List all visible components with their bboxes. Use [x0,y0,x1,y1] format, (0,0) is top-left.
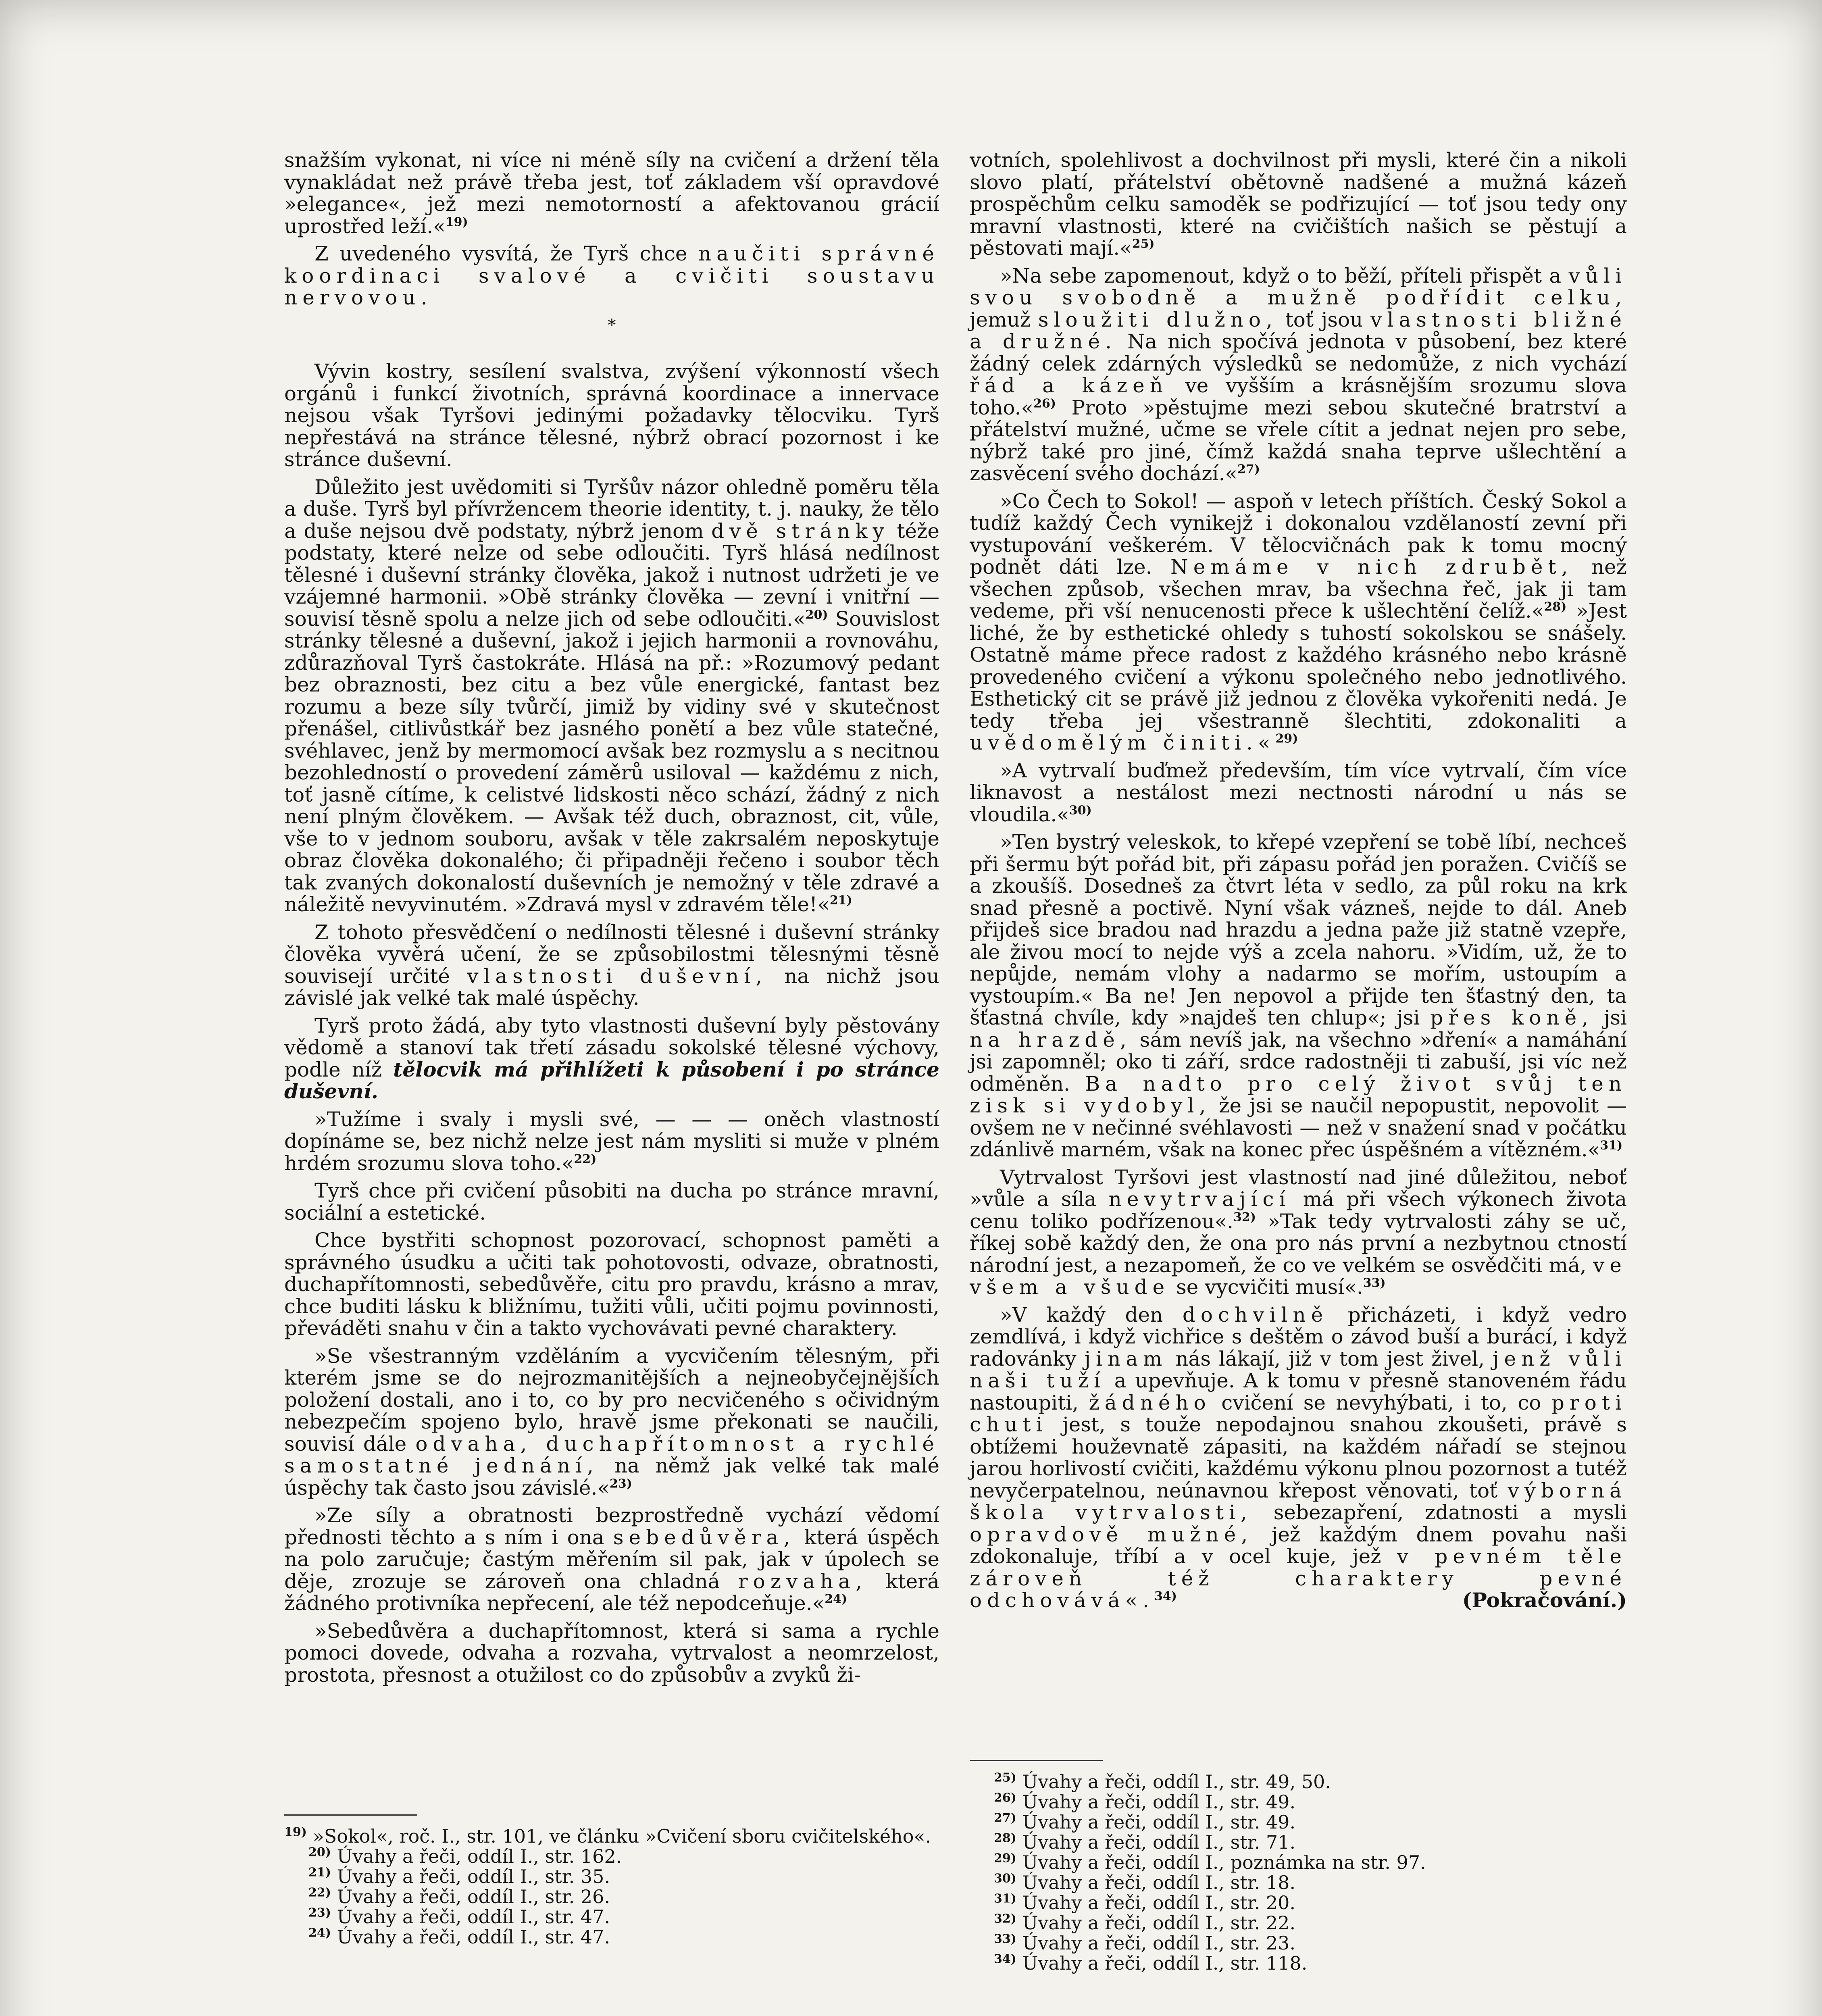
footnote-text: Úvahy a řeči, oddíl I., str. 118. [1022,1952,1308,1974]
section-divider-star: * [608,316,616,335]
paragraph [284,1229,939,1339]
text: která žádného protivníka nepřecení, ale též nepodceňuje.« [284,1569,939,1615]
footnote-number: 27) [994,1811,1016,1825]
footnote-number: 32) [994,1912,1016,1926]
footnote-ref[interactable]: 31) [1600,1138,1623,1153]
paragraph [284,921,939,1009]
footnotes-left [284,1814,939,1947]
text: na nichž jsou závislé jak velké tak malé úspěchy. [284,964,939,1010]
spaced-text: na hrazdě, [970,1028,1132,1052]
paragraph [970,490,1627,754]
footnote-ref[interactable]: 34) [1154,1589,1177,1604]
text: se vycvičiti musí«. [1176,1275,1363,1299]
footnote-ref[interactable]: 27) [1237,462,1260,477]
text: téže podstaty, které nelze od sebe odloučiti. Tyrš hlásá nedílnost tělesné i duševní stránky člověka, jakož i nutnost udržeti je ve vzájemné harmonii. »Obě stránky člověka — zevní i vnitřní — souvisí těsně spolu a nelze jich od sebe odloučiti.« [284,519,939,631]
footnote-ref[interactable]: 29) [1275,731,1298,746]
paragraph [970,1304,1627,1612]
footnote-text: Úvahy a řeči, oddíl I., str. 22. [1022,1912,1296,1934]
text: než všechen způsob, všechen mrav, ba všechna řeč, jak ji tam vedeme, při vší nenucenosti přece k ušlechtění čelíž.« [970,555,1627,623]
text: »Sebedůvěra a duchapřítomnost, která si sama a rychle pomoci dovede, odvaha a rozvaha, vytrvalost a neomrzelost, prostota, přesnost a otužilost co do způsobův a zvyků ži- [284,1619,939,1687]
text: přicházeti, i když vedro zemdlívá, i když vichřice s deštěm o závod buší a burácí, i když radovánky [970,1303,1627,1370]
spaced-text: jinam [1084,1347,1168,1370]
footnote-text: Úvahy a řeči, oddíl I., str. 49. [1022,1811,1296,1833]
footnote-number: 29) [994,1851,1016,1866]
paragraph [284,476,939,916]
text: jemuž [970,308,1031,331]
footnote-ref[interactable]: 24) [825,1592,847,1606]
spaced-text: Nemáme v nich zdrubět, [1170,555,1573,579]
footnote [970,1792,1627,1812]
text: Souvislost stránky tělesné a duševní, jakož i jejich harmonii a rovnováhu, zdůrazňoval Tyrš častokráte. Hlásá na př.: »Rozumový pedant bez obraznosti, bez citu a bez vůle energické, fantast bez rozumu a beze síly tvůrčí, jimiž by vidiny své v skutečnost přenášel, citlivůstkář bez jasného ponětí a bez vůle statečné, svéhlavec, jenž by mermomocí avšak bez rozmyslu a s necitnou bezohledností o provedení záměrů usiloval — každému z nich, toť jasně cítíme, k celistvé lidskosti něco schází, žádný z nich není plným člověkem. — Avšak též duch, obraznost, cit, vůle, vše to v jednom souboru, avšak v těle zakrsalém neposkytuje obraz člověka dokonalého; či připadněji řečeno i soubor těch tak zvaných dokonalostí duševních je nemožný v těle zdravé a náležitě nevyvinutém. »Zdravá mysl v zdravém těle!« [284,607,939,916]
footnote-ref[interactable]: 20) [805,607,828,622]
text: Důležito jest uvědomiti si Tyršův názor ohledně poměru těla a duše. Tyrš byl přívržencem theorie identity, t. j. nauky, že tělo a duše nejsou dvě podstaty, nýbrž jenom [284,475,939,543]
footnote-number: 24) [308,1926,331,1940]
paragraph [284,360,939,471]
footnote [970,1953,1627,1973]
spaced-text: výborná škola vytrvalosti, [970,1479,1627,1524]
footnote-text: Úvahy a řeči, oddíl I., str. 49, 50. [1022,1771,1331,1793]
paragraph [970,1166,1627,1298]
text: »Se všestranným vzděláním a vycvičením tělesným, při kterém jsme se do nejrozmanitějších a nejneobyčejnějších položení dostali, ano i to, co by pro necvičeného s očividným nebezpečím spojeno bylo, hravě jsme překonati se naučili, souvisí dále [284,1344,939,1456]
footnote-text: Úvahy a řeči, oddíl I., str. 162. [337,1845,622,1867]
footnote [970,1772,1627,1792]
paragraph [970,265,1627,485]
text: Proto »pěstujme mezi sebou skutečné bratrství a přátelství mužné, učme se vřele cítit a jednat nejen pro sebe, nýbrž také pro jiné, čímž každá snaha teprve ušlechtění a zasvěcení svého dochází.« [970,396,1627,485]
spaced-text: přes koně, [1430,1006,1594,1029]
footnote-number: 21) [308,1865,331,1880]
footnote-number: 34) [994,1952,1016,1966]
spaced-text: jenž vůli naši tuží [970,1347,1627,1392]
spaced-text: řád a kázeň [970,374,1168,397]
footnote-text: Úvahy a řeči, oddíl I., str. 26. [337,1886,610,1908]
spaced-text: žádného [1089,1391,1211,1414]
footnote-number: 20) [308,1845,331,1860]
text: »Tužíme i svaly i mysli své, — — — oněch vlastností dopínáme se, bez nichž nelze jest nám mysliti si muže v plném hrdém srozumu slova toho.« [284,1107,939,1175]
footnote-text: »Sokol«, roč. I., str. 101, ve článku »Cvičení sboru cvičitelského«. [312,1825,931,1847]
text: Tyrš chce při cvičení působiti na ducha po stránce mravní, sociální a estetické. [284,1179,939,1225]
text: snažším vykonat, ni více ni méně síly na cvičení a držení těla vynakládat než právě třeba jest, toť základem vší opravdové »elegance«, jež mezi nemotorností a afektovanou grácií uprostřed leží.« [284,148,939,238]
text: ve vyšším a krásnějším srozumu slova toho.« [970,374,1627,419]
footnote-number: 33) [994,1932,1016,1946]
continuation-note: (Pokračování.) [1462,1588,1627,1612]
text: »Ze síly a obratnosti bezprostředně vychází vědomí přednosti těchto a s ním i ona [284,1504,939,1549]
footnote-text: Úvahy a řeči, oddíl I., str. 47. [337,1906,610,1928]
footnote [970,1913,1627,1933]
spaced-text: naučiti správné koordinaci svalové a cvičiti soustavu nervovou. [284,242,939,309]
footnote-text: Úvahy a řeči, oddíl I., poznámka na str. 97. [1022,1851,1426,1873]
spaced-text: opravdově mužné, [970,1522,1253,1546]
paragraph [970,760,1627,826]
spaced-text: sebedůvěra, [613,1525,795,1549]
text: Na nich spočívá jednota v působení, bez které žádný celek zdárných výsledků se nedomůže, z nich vychází [970,330,1627,375]
left-column [284,149,939,1691]
footnote-number: 28) [994,1831,1016,1845]
text: Z tohoto přesvědčení o nedílnosti tělesné i duševní stránky člověka vyvěrá učení, že se způsobilostmi tělesnými těsně souvisejí určité [284,920,939,988]
footnote-ref[interactable]: 21) [829,893,852,908]
text: Z uvedeného vysvítá, že Tyrš chce [314,242,687,265]
spaced-text: Ba nadto pro celý život svůj ten zisk si vydobyl, [970,1072,1627,1117]
footnote [970,1832,1627,1852]
spaced-text: sloužiti dlužno, [1038,308,1278,331]
text: »Tak tedy vytrvalosti záhy se uč, říkej sobě každý den, že ona pro nás první a nezbytnou ctností národní jest, a nezapomeň, že co ve velkém se osvědčiti má, [970,1209,1627,1277]
footnote-rule [284,1814,417,1816]
footnote-text: Úvahy a řeči, oddíl I., str. 20. [1022,1892,1296,1914]
footnote-number: 23) [308,1906,331,1920]
spaced-text: uvědomělým činiti.« [970,731,1276,754]
footnote-ref[interactable]: 19) [445,215,468,229]
text: má při všech výkonech života cenu toliko podřízenou«. [970,1187,1627,1233]
text: Tyrš proto žádá, aby tyto vlastnosti duševní byly pěstovány vědomě a stanoví tak třetí zásadu sokolské tělesné výchovy, podle níž [284,1014,939,1081]
text: a upevňuje. A k tomu v přesně stanoveném řádu nastoupiti, [970,1369,1627,1414]
paragraph [284,243,939,309]
spaced-text: nevytrvající [1108,1187,1291,1211]
footnote-text: Úvahy a řeči, oddíl I., str. 35. [337,1866,610,1887]
paragraph [970,149,1627,259]
footnote [284,1887,939,1907]
footnote [284,1846,939,1866]
text: sám nevíš jak, na všechno »dření« a namáhání jsi zapomněl; oko ti září, srdce radostněji ti zabuší, jsi víc než odměněn. [970,1028,1627,1095]
text: »Jest liché, že by esthetické ohledy s tuhostí sokolskou se snášely. Ostatně máme přece radost z každého krásného nebo krásně provedeného cvičení a výkonu společného nebo jednotlivého. Esthetický cit se právě již jednou z člověka vykořeniti nedá. Je tedy třeba jej všestranně šlechtiti, zdokonaliti a [970,599,1627,733]
spaced-text: ve všem a všude [970,1253,1627,1299]
spaced-text: odvaha, duchapřítomnost a rychlé samostatné jednání, [284,1432,939,1477]
text: nás lákají, již v tom jest živel, [1175,1347,1485,1370]
footnote-text: Úvahy a řeči, oddíl I., str. 47. [337,1926,610,1948]
footnote-text: Úvahy a řeči, oddíl I., str. 49. [1022,1791,1296,1813]
text: »Ten bystrý veleskok, to křepé vzepření se tobě líbí, nechceš při šermu být pořád bit, při zápasu pořád jen poražen. Cvičíš se a zkoušíš. Dosedneš za čtvrt léta v sedlo, za půl roku na krk snad přesně a poctivě. Nyní však vázneš, nejde to dál. Aneb přijdeš sice bradou nad hrazdu a jedna paže již statně vzepře, ale živou mocí to nejde výš a zcela nahoru. »Vidím, už, že to nepůjde, nemám vlohy a nadarmo se mořím, ustoupím a vystoupím.« Ba ne! Jen nepovol a přijde ten šťastný den, ta šťastná chvíle, kdy »najdeš ten chlup«; jsi [970,830,1627,1029]
spaced-text: rozvaha, [738,1569,868,1593]
text: Vytrvalost Tyršovi jest vlastností nad jiné důležitou, neboť »vůle a síla [970,1165,1627,1211]
text: votních, spolehlivost a dochvilnost při mysli, které čin a nikoli slovo platí, přátelství obětovně nadšené a mužná kázeň prospěchům celku samoděk se podřizující — toť jsou tedy ony mravní vlastnosti, které na cvičištích našich se pěstují a pěstovati mají.« [970,148,1627,260]
spaced-text: vlastnosti bližné a družné. [970,308,1627,353]
footnote [970,1933,1627,1953]
footnote [284,1927,939,1947]
right-column [970,149,1627,1617]
text: Chce bystřiti schopnost pozorovací, schopnost paměti a správného úsudku a učiti tak pohotovosti, odvaze, obratnosti, duchapřítomnosti, sebedůvěře, citu pro pravdu, krásno a mrav, chce buditi lásku k bližnímu, tužiti vůli, učiti pojmu povinnosti, převáděti snahu v čin a takto vychovávati pevné charaktery. [284,1229,939,1340]
paragraph [284,1345,939,1499]
footnote [970,1872,1627,1893]
text: která úspěch na polo zaručuje; častým měřením sil pak, jak v úpolech se děje, zrozuje se zároveň ona chladná [284,1525,939,1593]
footnote-ref[interactable]: 22) [574,1152,597,1166]
footnote-text: Úvahy a řeči, oddíl I., str. 18. [1022,1872,1296,1893]
text: »Na sebe zapomenout, když o to běží, příteli přispět a [1000,264,1562,287]
text: »V každý den [1000,1303,1163,1327]
footnote-ref[interactable]: 30) [1069,803,1092,817]
footnote [970,1812,1627,1832]
spaced-text: vlastnosti duševní, [467,964,768,988]
footnote [284,1866,939,1887]
footnote-number: 31) [994,1891,1016,1906]
text: jest, s touže nepodajnou snahou zkoušeti, právě s obtížemi houževnatě zápasiti, na každém nářadí se stejnou jarou horlivostí cvičiti, každému výkonu plnou pozornost a tutéž nevyčerpatelnou, neúnavnou křepost věnovati, toť [970,1413,1627,1502]
footnote-number: 25) [994,1770,1016,1785]
footnote [970,1852,1627,1872]
footnote-number: 30) [994,1871,1016,1886]
paragraph [284,1015,939,1103]
paragraph [284,1620,939,1686]
paragraph [284,1108,939,1175]
paragraph [284,149,939,237]
footnote-rule [970,1760,1103,1761]
paragraph [970,831,1627,1161]
footnote-number: 22) [308,1885,331,1900]
text: »A vytrvalí buďmež především, tím více vytrvalí, čím více liknavost a nestálost mezi nectnosti národní u nás se vloudila.« [970,758,1627,826]
text: že jsi se naučil nepopustit, nepovolit — ovšem ne v nečinné svéhlavosti — než v snažení snad v počátku zdánlivě marném, však na konec přec úspěšném a vítězném.« [970,1094,1627,1161]
paragraph [284,1180,939,1224]
text: Vývin kostry, sesílení svalstva, zvýšení výkonností všech orgánů i funkcí životních, správná koordinace a innervace nejsou však Tyršovi jedinými požadavky tělocviku. Tyrš nepřestává na stránce tělesné, nýbrž obrací pozornost i ke stránce duševní. [284,360,939,471]
footnote-ref[interactable]: 32) [1233,1210,1256,1224]
footnote [284,1907,939,1927]
footnote-number: 19) [284,1825,307,1839]
emphasis-text: tělocvik má přihlížeti k působení i po stránce duševní. [284,1057,939,1103]
footnote-ref[interactable]: 26) [1033,396,1056,410]
text: cvičení se nevyhýbati, i to, co [1221,1391,1541,1414]
text: jsi [1603,1006,1627,1029]
paragraph [284,1504,939,1614]
footnotes-right [970,1760,1627,1973]
text: »Co Čech to Sokol! — aspoň v letech příštích. Český Sokol a tudíž každý Čech vynikejž i dokonalou vzdělaností zevní při vystupování veškerém. V tělocvičnách pak k tomu mocný podnět dáti lze. [970,489,1627,579]
spaced-text: dvě stránky [711,519,889,543]
footnote-ref[interactable]: 23) [609,1476,632,1491]
footnote-ref[interactable]: 33) [1363,1276,1386,1290]
footnote-text: Úvahy a řeči, oddíl I., str. 71. [1022,1831,1296,1853]
footnote-number: 26) [994,1791,1016,1805]
spaced-text: proti chuti [970,1391,1627,1436]
footnote-text: Úvahy a řeči, oddíl I., str. 23. [1022,1932,1296,1954]
spaced-text: vůli svou svobodně a mužně podřídit celku, [970,264,1627,309]
text: jež každým dnem povahu naši zdokonaluje, tříbí a v ocel kuje, jež [970,1522,1627,1568]
footnote-ref[interactable]: 28) [1544,600,1567,614]
text: na němž jak velké tak malé úspěchy tak často jsou závislé.« [284,1454,939,1500]
footnote-ref[interactable]: 25) [1132,237,1155,251]
footnote [970,1893,1627,1913]
footnote [284,1826,939,1846]
spaced-text: dochvilně [1182,1303,1328,1327]
text: toť jsou [1285,308,1363,331]
text: sebezapření, zdatnosti a mysli [1273,1501,1627,1524]
spaced-text: v pevném těle zároveň též charaktery pevné odchovává«. [970,1545,1627,1612]
